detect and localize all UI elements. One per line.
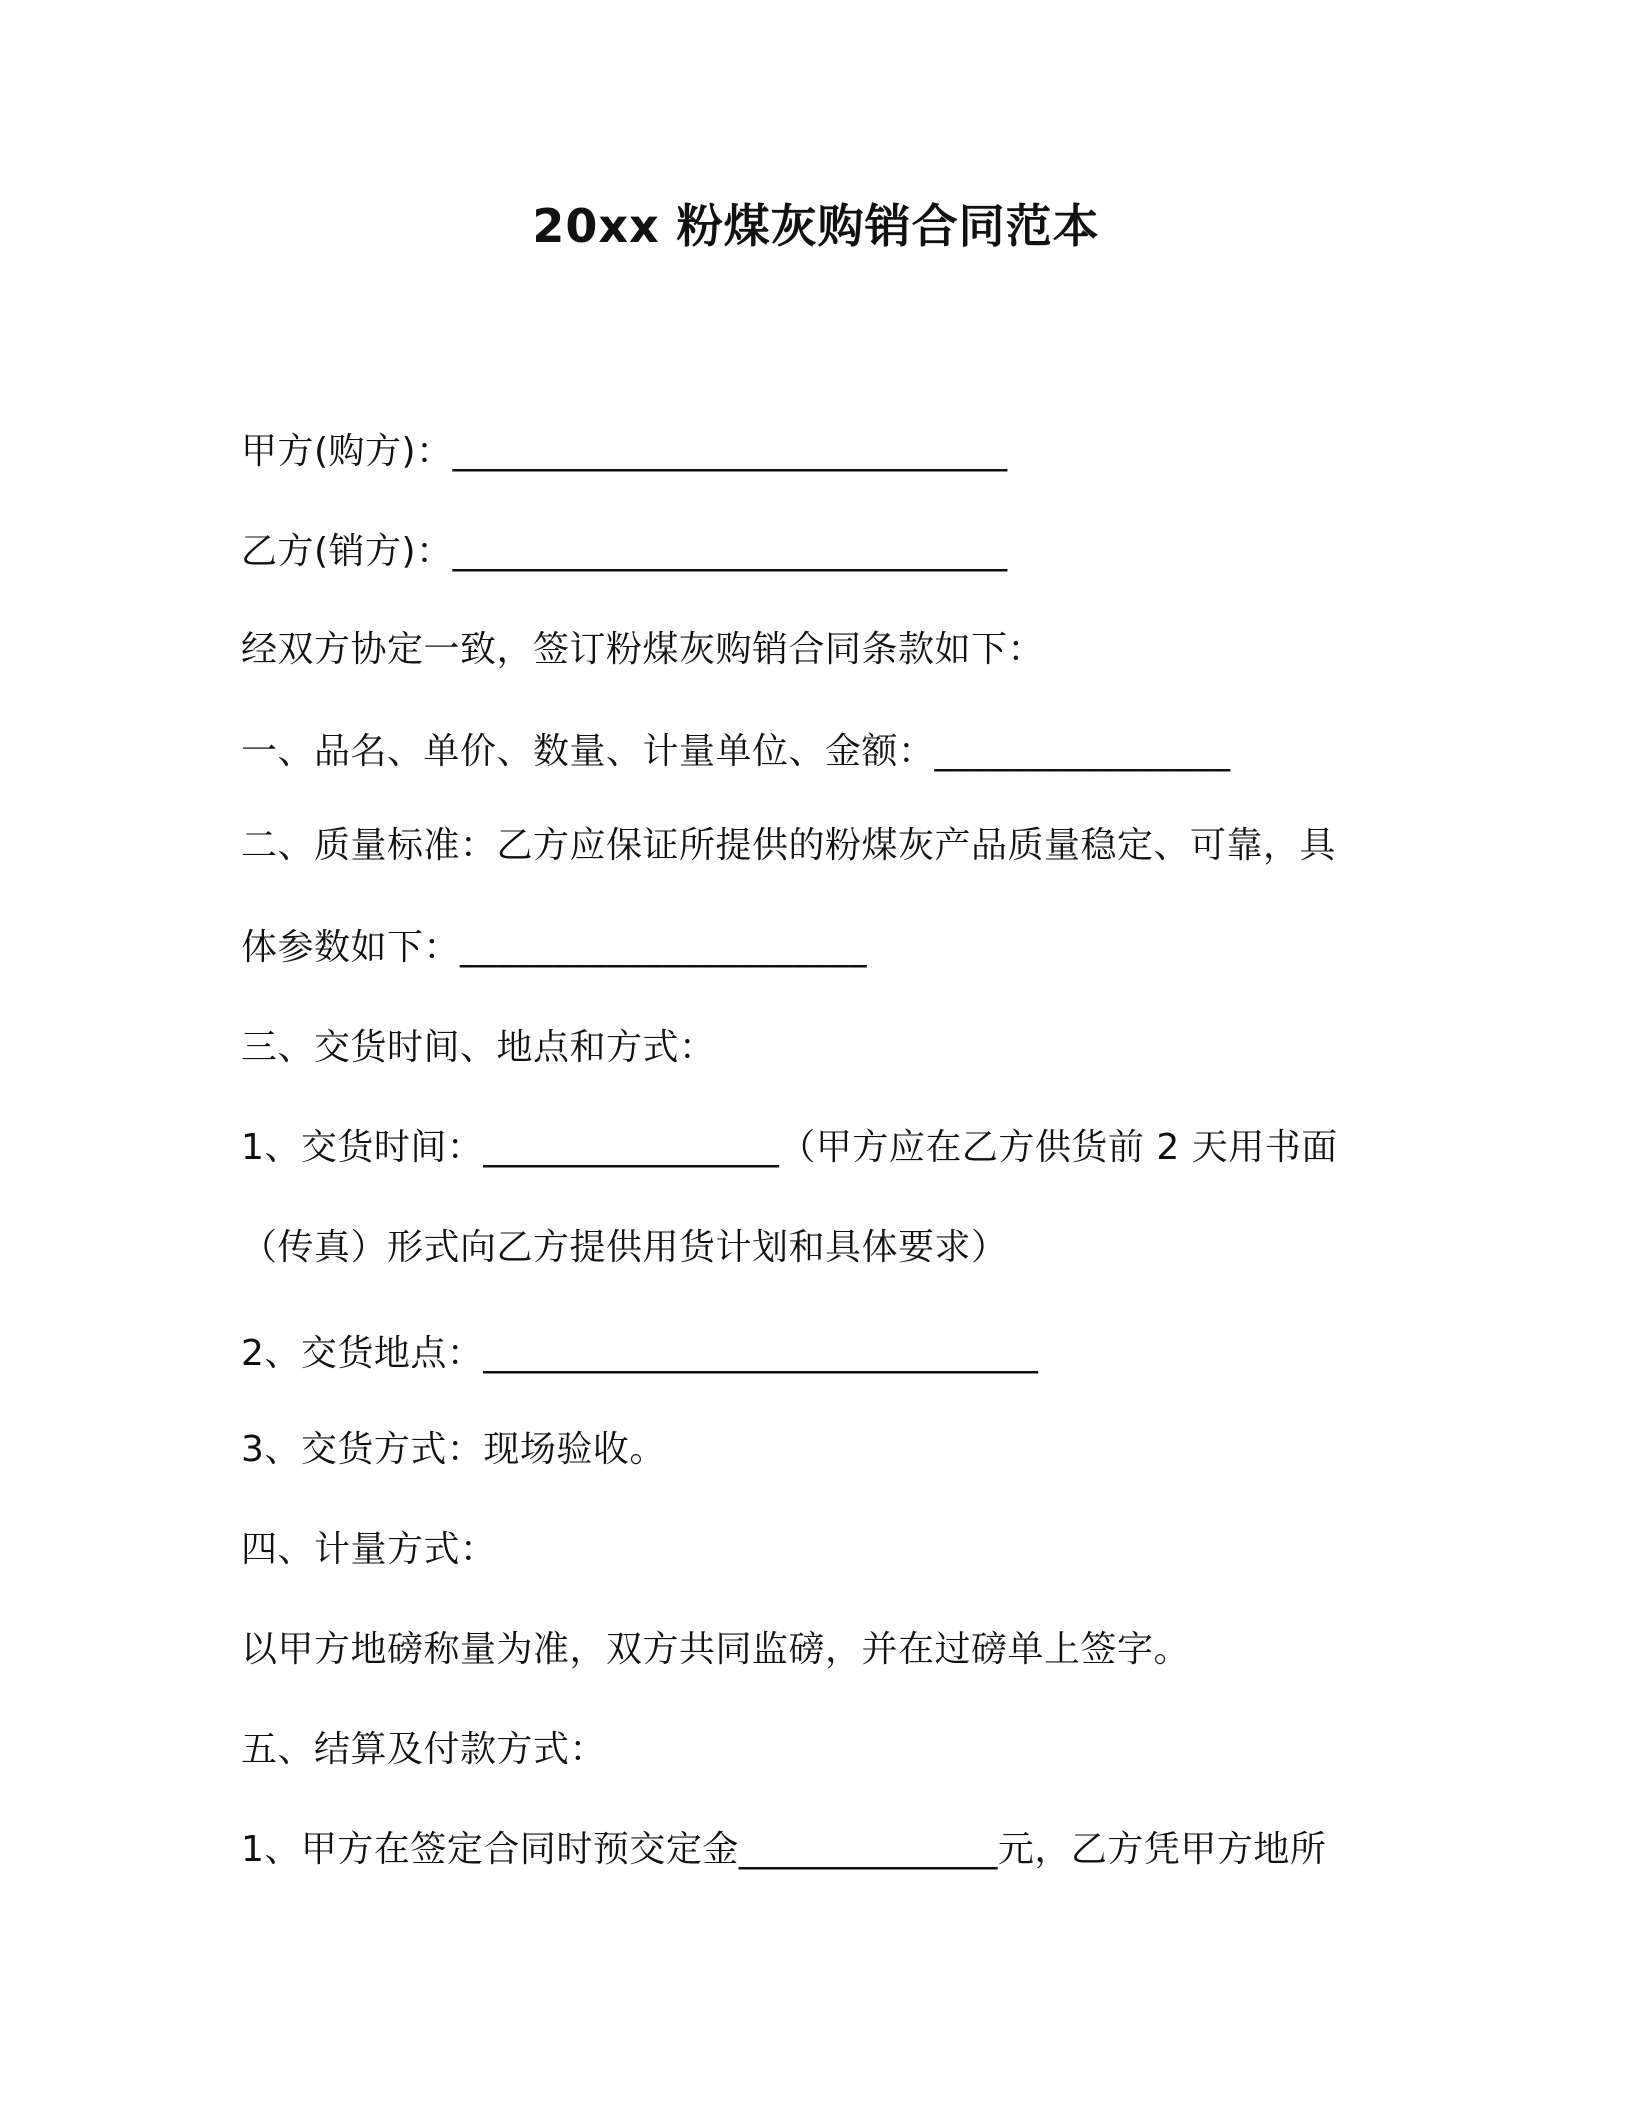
clause-5-item-1-line: 1、甲方在签定合同时预交定金______________元，乙方凭甲方地所 [241, 1829, 1327, 1870]
party-a-line: 甲方(购方)：______________________________ [241, 431, 1008, 472]
clause-3-item-1-line: 1、交货时间：________________（甲方应在乙方供货前 2 天用书面 [241, 1127, 1338, 1168]
clause-3-heading: 三、交货时间、地点和方式： [241, 1027, 716, 1068]
clause-4-heading: 四、计量方式： [241, 1529, 497, 1570]
document-title: 20xx 粉煤灰购销合同范本 [532, 199, 1100, 253]
clause-3-item-3-line: 3、交货方式：现场验收。 [241, 1429, 666, 1470]
clause-5-heading: 五、结算及付款方式： [241, 1729, 607, 1770]
clause-2-continued-line: 体参数如下：______________________ [241, 927, 868, 968]
clause-3-item-2-line: 2、交货地点：______________________________ [241, 1333, 1039, 1374]
intro-line: 经双方协定一致，签订粉煤灰购销合同条款如下： [241, 629, 1045, 670]
clause-4-text: 以甲方地磅称量为准，双方共同监磅，并在过磅单上签字。 [241, 1629, 1191, 1670]
clause-2-line: 二、质量标准：乙方应保证所提供的粉煤灰产品质量稳定、可靠，具 [241, 825, 1337, 866]
clause-1-line: 一、品名、单价、数量、计量单位、金额：________________ [241, 731, 1231, 772]
clause-3-item-1-continued-line: （传真）形式向乙方提供用货计划和具体要求） [241, 1227, 1008, 1268]
party-b-line: 乙方(销方)：______________________________ [241, 531, 1008, 572]
